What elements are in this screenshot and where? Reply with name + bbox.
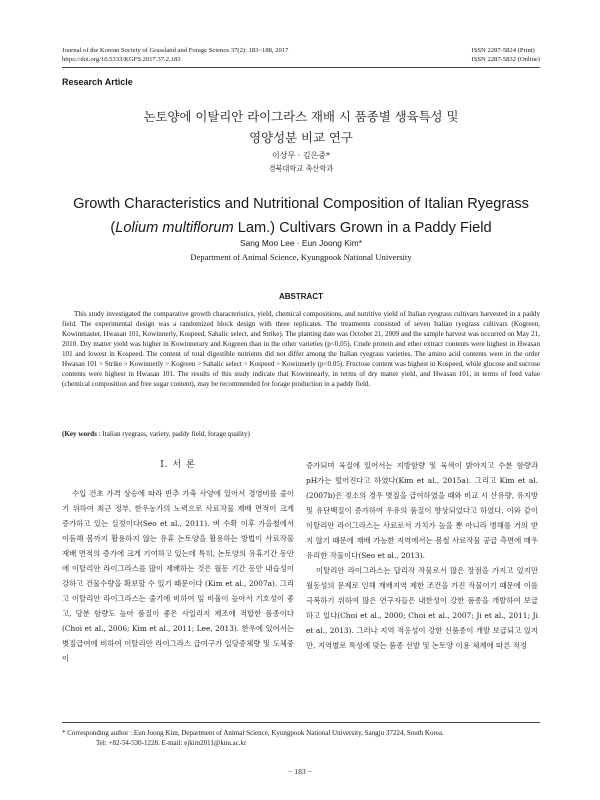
intro-paragraph-1: 수입 건초 가격 상승에 따라 반추 가축 사양에 있어서 경영비를 줄이기 위하여 최근 정부, 한우농가의 노력으로 사료작물 재배 면적이 크게 증가하고 있는 실정이다(Seo et al., 2011). 벼 수확 이후 가을철에서 이듬해 봄까지 활용하지 않는 유휴 논토양을 활용하는 방법이 사료작물 재배 면적의 증가에 크게 기여하고 있는데 특히, 논토양의 유휴기간 동안에 이탈리안 라이그라스를 많이 재배하는 것은 월동 기간 동안 내습성이 강하고 건물수량을 확보할 수 있기 때문이다 (Kim et al., 2007a). 그리고 이탈리안 라이그라스는 줄기에 비하여 잎 비율이 높아서 기호성이 좋고, 당분 함량도 높아 품질이 좋은 사일리지 제조에 적합한 품종이다(Choi et al., 2006; Kim et al., 2011; Lee, 2013). 한우에 있어서는 볏짚급여에 비하여 이탈리안 라이그라스 급여구가 일당증체량 및 도체중이 <box>62 489 294 663</box>
corresponding-author-footnote <box>62 728 540 748</box>
abstract-text: This study investigated the comparative growth characteristics, yield, chemical compositions, and nutritive yield of Italian ryegrass cultivars harvested in a paddy field. The experimental design was a randomized block design with three replicates. The treatments consisted of seven Italian ryegrass cultivars (Kogreen, Kowinmaster, Hwasan 101, Kowinnerly, Kospeed, Sahalic select, and Strike). The planting date was October 21, 2009 and the sample harvest was occurred on May 21, 2010. Dry matter yield was higher in Kowinnerary and Kogreen than in the other varieties (p<0.05). Crude protein and ether extract contents were highest in Hwasan 101 and lowest in Kospeed. The content of total digestible nutrients did not differ among the Italian ryegrass varieties. The amino acid contents were in the order Hwasan 101 > Strike > Kowinnerly > Kogreen > Sahalic select > Kospeed > Kowinnerly (p<0.05). Fructose content was highest in Kospeed, while glucose and sucrose contents were highest in Hwasan 101. The results of this study indicate that Kowinnearly, in terms of dry matter yield, and Hwasan 101, in terms of feed value (chemical composition and free sugar content), may be recommended for forage production in a paddy field. <box>62 310 540 388</box>
english-title-line-2 <box>62 216 540 240</box>
intro-paragraph-1-continued: 증가되며 육질에 있어서는 지방함량 및 육색이 밝아지고 수분 함량과 pH가는 떨어진다고 하였다(Kim et al., 2015a). 그리고 Kim et al. (2007b)은 젖소의 경우 볏짚을 급여하였을 때와 비교 시 산유량, 유지방 및 유단백질이 증가하여 우유의 품질이 향상되었다고 하였다. 이와 같이 이탈리안 라이그라스는 사료로서 가치가 높을 뿐 아니라 병해를 거의 받지 않기 때문에 재배 가능한 지역에서는 봄철 사료작물 공급 측면에 매우 유리한 작물이다(Seo et al., 2013). <box>306 461 538 560</box>
korean-affiliation: 경북대학교 축산학과 <box>268 164 334 173</box>
intro-paragraph-2: 이탈리안 라이그라스는 답리작 작물로서 많은 장점을 가지고 있지만 월동성의 문제로 인해 재배지역 제한 조건을 가진 작물이기 때문에 이를 극복하기 위하여 많은 연구자들은 내한성이 강한 품종을 개발하여 보급하고 있다(Choi et al., 2000; Choi et al., 2007; Ji et al., 2011; Ji et al., 2013). 그러나 지역 적응성이 강한 신품종이 개발 보급되고 있지만, 지역별로 특성에 맞는 품종 선발 및 논토양 이용 체계에 따른 적정 <box>306 566 538 650</box>
abstract-heading: ABSTRACT <box>279 292 323 301</box>
english-affiliation: Department of Animal Science, Kyungpook National University <box>190 252 412 262</box>
section-heading-introduction: Ⅰ. 서 론 <box>160 460 196 470</box>
article-type: Research Article <box>62 77 133 87</box>
issn-online: ISSN 2287-5832 (Online) <box>471 56 540 63</box>
title-line-2-rest: Lam.) Cultivars Grown in a Paddy Field <box>233 220 492 236</box>
title-open-paren: ( <box>110 220 116 236</box>
korean-title <box>62 106 540 148</box>
body-right-column <box>306 458 538 653</box>
issn-print: ISSN 2287-5824 (Print) <box>471 47 535 54</box>
footnote-line-1: * Corresponding author : Eun Joong Kim, Department of Animal Science, Kyungpook National University, Sangju 37224, South Korea. <box>62 729 444 737</box>
body-left-column <box>62 458 294 666</box>
korean-title-line-2: 영양성분 비교 연구 <box>249 130 353 145</box>
english-title-line-1: Growth Characteristics and Nutritional Composition of Italian Ryegrass <box>73 196 529 212</box>
journal-citation: Journal of the Korean Society of Grassland and Forage Science 37(2): 183~188, 2017 <box>62 47 289 54</box>
issn-block <box>472 46 541 64</box>
korean-title-line-1: 논토양에 이탈리안 라이그라스 재배 시 품종별 생육특성 및 <box>143 109 459 124</box>
species-name: Lolium multiflorum <box>115 220 234 236</box>
korean-authors: 이상무 · 김은중* <box>272 151 330 160</box>
doi-link[interactable]: https://doi.org/10.5333/KGFS.2017.37.2.183 <box>62 56 181 63</box>
keywords-label: (Key words <box>62 430 97 438</box>
keywords <box>62 430 540 438</box>
keywords-text: : Italian ryegrass, variety, paddy field, forage quality) <box>96 430 250 438</box>
english-authors: Sang Moo Lee · Eun Joong Kim* <box>240 238 362 248</box>
footnote-line-2: Tel: +82-54-530-1228. E-mail: ejkim2011@knu.ac.kr <box>96 739 247 747</box>
page-number: − 183 − <box>288 767 312 776</box>
footnote-divider <box>62 722 540 723</box>
journal-header <box>62 46 288 64</box>
english-title <box>62 192 540 240</box>
header-divider <box>62 67 540 68</box>
